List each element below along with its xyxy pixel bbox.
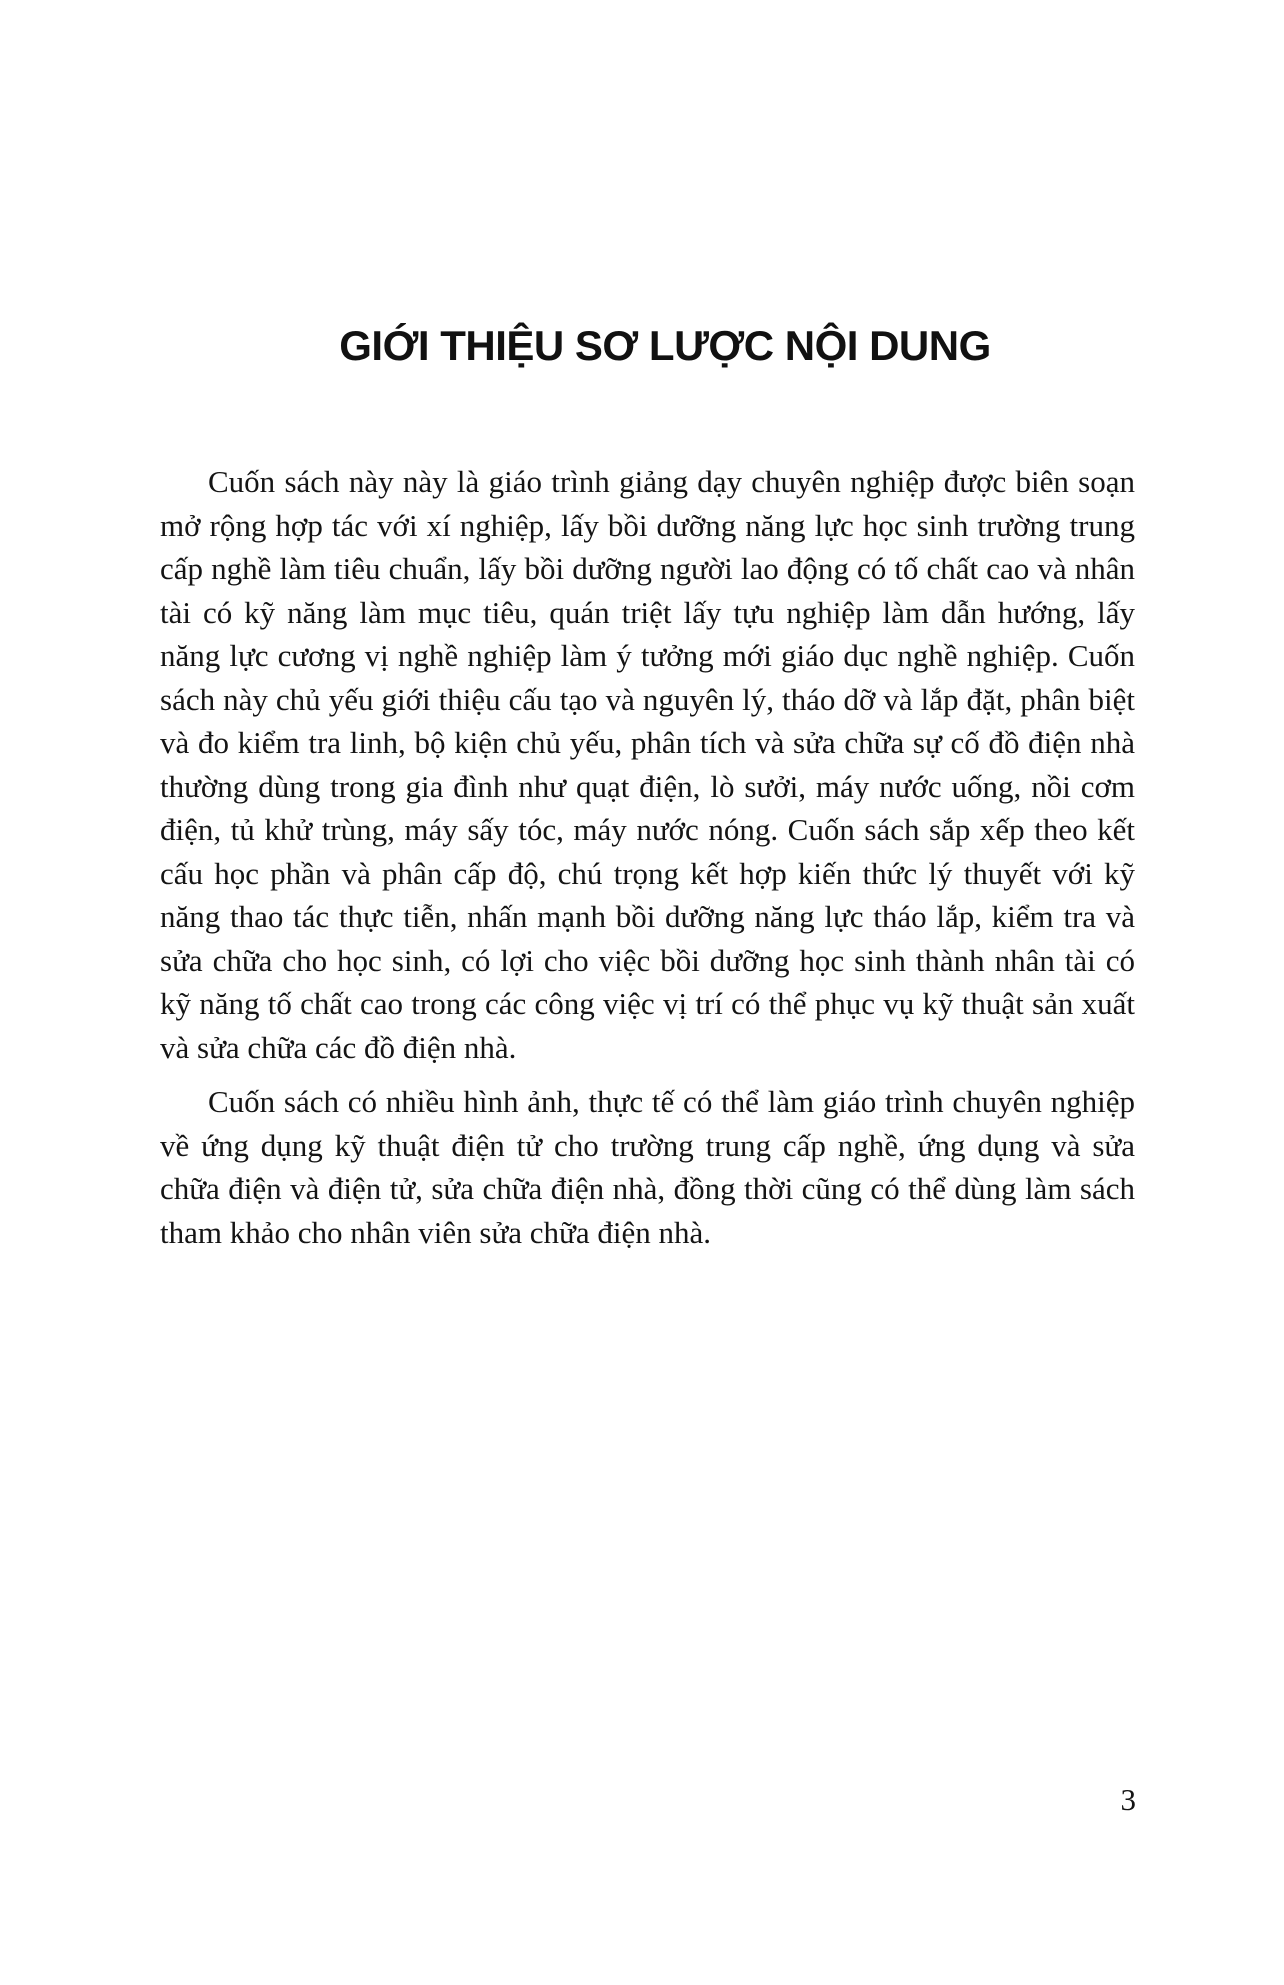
body-text xyxy=(160,460,1135,1265)
page-title: GIỚI THIỆU SƠ LƯỢC NỘI DUNG xyxy=(339,322,991,369)
paragraph-2: Cuốn sách có nhiều hình ảnh, thực tế có thể làm giáo trình chuyên nghiệp về ứng dụng kỹ thuật điện tử cho trường trung cấp nghề, ứng dụng và sửa chữa điện và điện tử, sửa chữa điện nhà, đồng thời cũng có thể dùng làm sách tham khảo cho nhân viên sửa chữa điện nhà. xyxy=(160,1084,1135,1250)
page-number: 3 xyxy=(1120,1782,1136,1817)
paragraph-1: Cuốn sách này này là giáo trình giảng dạy chuyên nghiệp được biên soạn mở rộng hợp tác với xí nghiệp, lấy bồi dưỡng năng lực học sinh trường trung cấp nghề làm tiêu chuẩn, lấy bồi dưỡng người lao động có tố chất cao và nhân tài có kỹ năng làm mục tiêu, quán triệt lấy tựu nghiệp làm dẫn hướng, lấy năng lực cương vị nghề nghiệp làm ý tưởng mới giáo dục nghề nghiệp. Cuốn sách này chủ yếu giới thiệu cấu tạo và nguyên lý, tháo dỡ và lắp đặt, phân biệt và đo kiểm tra linh, bộ kiện chủ yếu, phân tích và sửa chữa sự cố đồ điện nhà thường dùng trong gia đình như quạt điện, lò sưởi, máy nước uống, nồi cơm điện, tủ khử trùng, máy sấy tóc, máy nước nóng. Cuốn sách sắp xếp theo kết cấu học phần và phân cấp độ, chú trọng kết hợp kiến thức lý thuyết với kỹ năng thao tác thực tiễn, nhấn mạnh bồi dưỡng năng lực tháo lắp, kiểm tra và sửa chữa cho học sinh, có lợi cho việc bồi dưỡng học sinh thành nhân tài có kỹ năng tố chất cao trong các công việc vị trí có thể phục vụ kỹ thuật sản xuất và sửa chữa các đồ điện nhà. xyxy=(160,464,1135,1065)
